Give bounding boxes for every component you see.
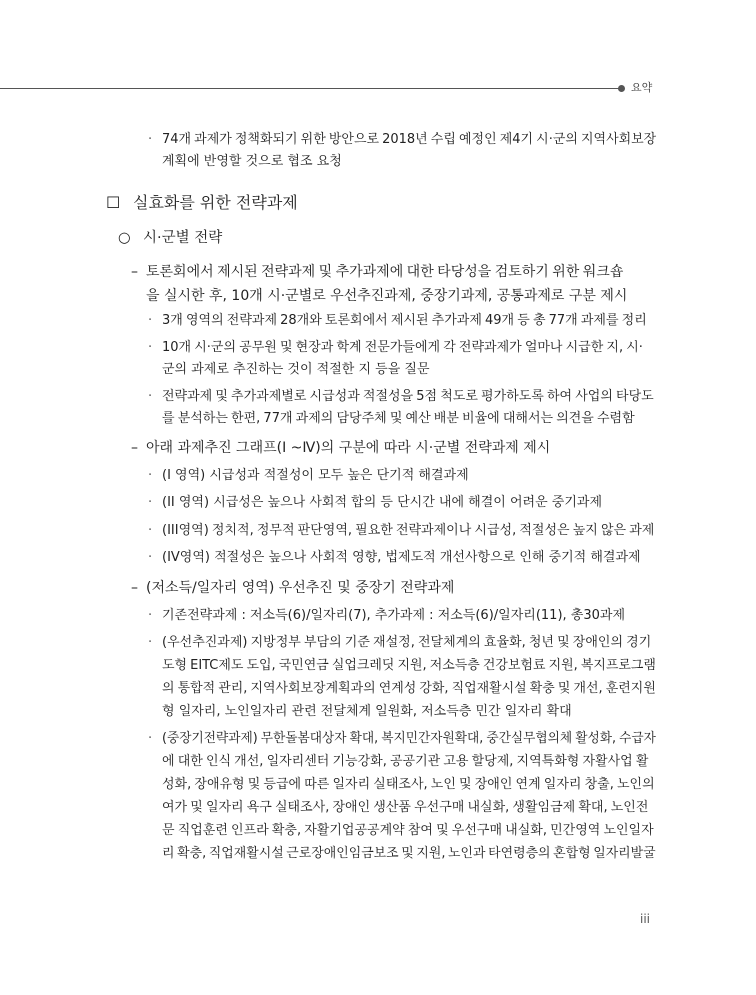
text-line: 형 일자리, 노인일자리 관련 전달체계 일원화, 저소득층 민간 일자리 확대 <box>162 704 572 719</box>
bullet-dot: · <box>148 731 153 746</box>
text-line: 군의 과제로 추진하는 것이 적절한 지 등을 질문 <box>162 362 430 377</box>
text-line: 여가 및 일자리 욕구 실태조사, 장애인 생산품 우선구매 내실화, 생활임금제 확대, 노인전 <box>162 800 649 815</box>
text-line: 을 실시한 후, 10개 시·군별로 우선추진과제, 중장기과제, 공통과제로 구분 제시 <box>146 288 628 304</box>
bullet-dot: · <box>148 313 153 328</box>
text-line: (II 영역) 시급성은 높으나 사회적 합의 등 단시간 내에 해결이 어려운 중기과제 <box>162 495 603 510</box>
header-rule <box>0 88 622 89</box>
text-line: 74개 과제가 정책화되기 위한 방안으로 2018년 수립 예정인 제4기 시·군의 지역사회보장 <box>162 132 657 147</box>
dash-bullet: – <box>131 264 138 280</box>
dash-bullet: – <box>131 580 138 596</box>
text-line: 기존전략과제 : 저소득(6)/일자리(7), 추가과제 : 저소득(6)/일자리(11), 총30과제 <box>162 608 625 623</box>
text-line: (저소득/일자리 영역) 우선추진 및 중장기 전략과제 <box>146 580 455 596</box>
page-number: iii <box>640 912 651 926</box>
bullet-dot: · <box>148 550 153 565</box>
bullet-dot: · <box>148 608 153 623</box>
text-line: (I 영역) 시급성과 적절성이 모두 높은 단기적 해결과제 <box>162 468 469 483</box>
circle-bullet: ○ <box>118 230 131 246</box>
text-line: 리 확충, 직업재활시설 근로장애인임금보조 및 지원, 노인과 타연령층의 혼합형 일자리발굴 <box>162 846 656 861</box>
section-label: 요약 <box>631 81 653 94</box>
header-rule-dot <box>618 85 625 92</box>
bullet-dot: · <box>148 495 153 510</box>
text-line: 전략과제 및 추가과제별로 시급성과 적절성을 5점 척도로 평가하도록 하여 사업의 타당도 <box>162 389 654 404</box>
text-line: 토론회에서 제시된 전략과제 및 추가과제에 대한 타당성을 검토하기 위한 워크숍 <box>146 264 624 280</box>
bullet-dot: · <box>148 132 153 147</box>
text-line: 의 통합적 관리, 지역사회보장계획과의 연계성 강화, 직업재활시설 확충 및 개선, 훈련지원 <box>162 681 656 696</box>
text-line: (우선추진과제) 지방정부 부담의 기준 재설정, 전달체계의 효율화, 청년 및 장애인의 경기 <box>162 635 652 650</box>
text-line: 에 대한 인식 개선, 일자리센터 기능강화, 공공기관 고용 할당제, 지역특화형 자활사업 활 <box>162 754 649 769</box>
text-line: 도형 EITC제도 도입, 국민연금 실업크레딧 지원, 저소득층 건강보험료 지원, 복지프로그램 <box>162 658 656 673</box>
text-line: 3개 영역의 전략과제 28개와 토론회에서 제시된 추가과제 49개 등 총 77개 과제를 정리 <box>162 313 647 328</box>
bullet-dot: · <box>148 468 153 483</box>
text-line: (III영역) 정치적, 정무적 판단영역, 필요한 전략과제이나 시급성, 적절성은 높지 않은 과제 <box>162 523 655 538</box>
text-line: (중장기전략과제) 무한돌봄대상자 확대, 복지민간자원확대, 중간실무협의체 활성화, 수급자 <box>162 731 656 746</box>
bullet-dot: · <box>148 635 153 650</box>
bullet-dot: · <box>148 389 153 404</box>
text-line: 아래 과제추진 그래프(Ⅰ ~Ⅳ)의 구분에 따라 시·군별 전략과제 제시 <box>146 440 551 456</box>
bullet-dot: · <box>148 523 153 538</box>
text-line: 10개 시·군의 공무원 및 현장과 학계 전문가들에게 각 전략과제가 얼마나 시급한 지, 시· <box>162 340 643 355</box>
text-line: (IV영역) 적절성은 높으나 사회적 영향, 법제도적 개선사항으로 인해 중기적 해결과제 <box>162 550 641 565</box>
bullet-dot: · <box>148 340 153 355</box>
section-heading: 실효화를 위한 전략과제 <box>133 193 298 212</box>
text-line: 계획에 반영할 것으로 협조 요청 <box>162 154 342 169</box>
text-line: 성화, 장애유형 및 등급에 따른 일자리 실태조사, 노인 및 장애인 연계 일자리 창출, 노인의 <box>162 777 655 792</box>
square-bullet: ☐ <box>106 193 121 212</box>
text-line: 를 분석하는 한편, 77개 과제의 담당주체 및 예산 배분 비율에 대해서는 의견을 수렴함 <box>162 411 635 426</box>
text-line: 문 직업훈련 인프라 확충, 자활기업공공계약 참여 및 우선구매 내실화, 민간영역 노인일자 <box>162 823 654 838</box>
dash-bullet: – <box>131 440 138 456</box>
subsection-heading: 시·군별 전략 <box>143 230 223 246</box>
